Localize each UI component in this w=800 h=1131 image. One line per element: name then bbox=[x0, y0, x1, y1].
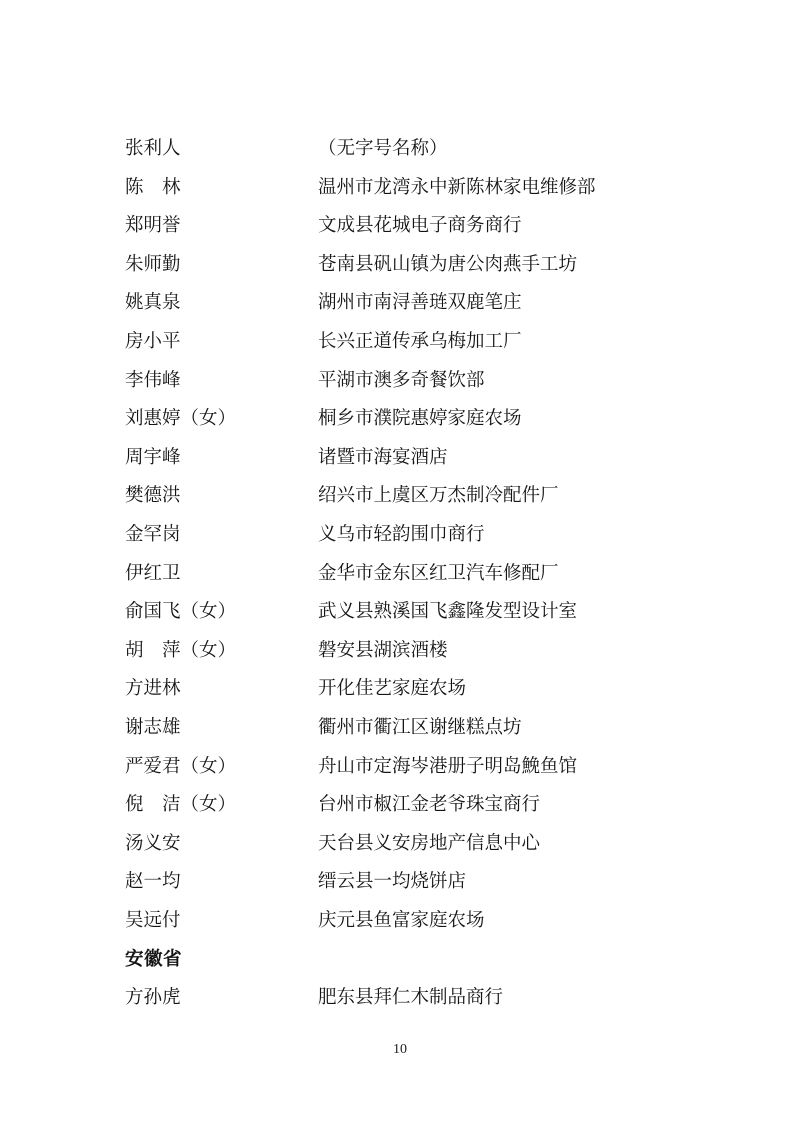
person-name: 房小平 bbox=[125, 331, 181, 352]
list-item bbox=[125, 169, 750, 208]
organization-name: 诸暨市海宴酒店 bbox=[318, 447, 448, 468]
person-name: 胡 萍（女） bbox=[125, 640, 237, 661]
person-name: 郑明誉 bbox=[125, 216, 181, 237]
section-header-label: 安徽省 bbox=[125, 948, 183, 970]
list-item bbox=[125, 902, 750, 941]
organization-name: 天台县义安房地产信息中心 bbox=[318, 833, 541, 854]
list-item bbox=[125, 246, 750, 285]
person-name: 张利人 bbox=[125, 139, 181, 159]
list-item bbox=[125, 748, 750, 787]
person-name: 俞国飞（女） bbox=[125, 602, 237, 623]
list-item bbox=[125, 979, 750, 1018]
list-item bbox=[125, 593, 750, 632]
list-item bbox=[125, 863, 750, 902]
person-name: 伊红卫 bbox=[125, 563, 181, 584]
organization-name: 绍兴市上虞区万杰制冷配件厂 bbox=[318, 486, 559, 507]
roster-list bbox=[125, 130, 750, 1018]
person-name: 汤义安 bbox=[125, 833, 181, 854]
organization-name: 台州市椒江金老爷珠宝商行 bbox=[318, 795, 541, 816]
person-name: 李伟峰 bbox=[125, 370, 181, 391]
organization-name: 磐安县湖滨酒楼 bbox=[318, 640, 448, 661]
list-item bbox=[125, 786, 750, 825]
organization-name: 平湖市澳多奇餐饮部 bbox=[318, 370, 485, 391]
organization-name: （无字号名称） bbox=[318, 139, 448, 159]
person-name: 严爱君（女） bbox=[125, 756, 237, 777]
organization-name: 文成县花城电子商务商行 bbox=[318, 216, 522, 237]
list-item bbox=[125, 207, 750, 246]
list-item bbox=[125, 632, 750, 671]
list-item bbox=[125, 825, 750, 864]
organization-name: 长兴正道传承乌梅加工厂 bbox=[318, 331, 522, 352]
person-name: 方进林 bbox=[125, 679, 181, 700]
list-item bbox=[125, 709, 750, 748]
organization-name: 庆元县鱼富家庭农场 bbox=[318, 910, 485, 931]
person-name: 谢志雄 bbox=[125, 717, 181, 738]
list-item bbox=[125, 323, 750, 362]
organization-name: 武义县熟溪国飞鑫隆发型设计室 bbox=[318, 602, 578, 623]
list-item bbox=[125, 477, 750, 516]
person-name: 吴远付 bbox=[125, 910, 181, 931]
organization-name: 温州市龙湾永中新陈林家电维修部 bbox=[318, 177, 596, 198]
list-item bbox=[125, 555, 750, 594]
organization-name: 义乌市轻韵围巾商行 bbox=[318, 524, 485, 545]
person-name: 赵一均 bbox=[125, 872, 181, 893]
organization-name: 桐乡市濮院惠婷家庭农场 bbox=[318, 409, 522, 430]
person-name: 方孙虎 bbox=[125, 988, 181, 1009]
person-name: 姚真泉 bbox=[125, 293, 181, 314]
page-number: 10 bbox=[393, 1042, 407, 1057]
person-name: 樊德洪 bbox=[125, 486, 181, 507]
list-item bbox=[125, 670, 750, 709]
list-item bbox=[125, 284, 750, 323]
organization-name: 开化佳艺家庭农场 bbox=[318, 679, 467, 700]
person-name: 朱师勤 bbox=[125, 254, 181, 275]
organization-name: 衢州市衢江区谢继糕点坊 bbox=[318, 717, 522, 738]
organization-name: 舟山市定海岑港册子明岛鮸鱼馆 bbox=[318, 756, 578, 777]
person-name: 陈 林 bbox=[125, 177, 181, 198]
section-header-row bbox=[125, 940, 750, 979]
organization-name: 肥东县拜仁木制品商行 bbox=[318, 988, 504, 1009]
person-name: 金罕岗 bbox=[125, 524, 181, 545]
list-item bbox=[125, 130, 750, 169]
organization-name: 湖州市南浔善琏双鹿笔庄 bbox=[318, 293, 522, 314]
list-item bbox=[125, 516, 750, 555]
organization-name: 缙云县一均烧饼店 bbox=[318, 872, 467, 893]
person-name: 刘惠婷（女） bbox=[125, 409, 237, 430]
organization-name: 金华市金东区红卫汽车修配厂 bbox=[318, 563, 559, 584]
list-item bbox=[125, 439, 750, 478]
list-item bbox=[125, 362, 750, 401]
list-item bbox=[125, 400, 750, 439]
organization-name: 苍南县矾山镇为唐公肉燕手工坊 bbox=[318, 254, 578, 275]
person-name: 倪 洁（女） bbox=[125, 795, 237, 816]
person-name: 周宇峰 bbox=[125, 447, 181, 468]
